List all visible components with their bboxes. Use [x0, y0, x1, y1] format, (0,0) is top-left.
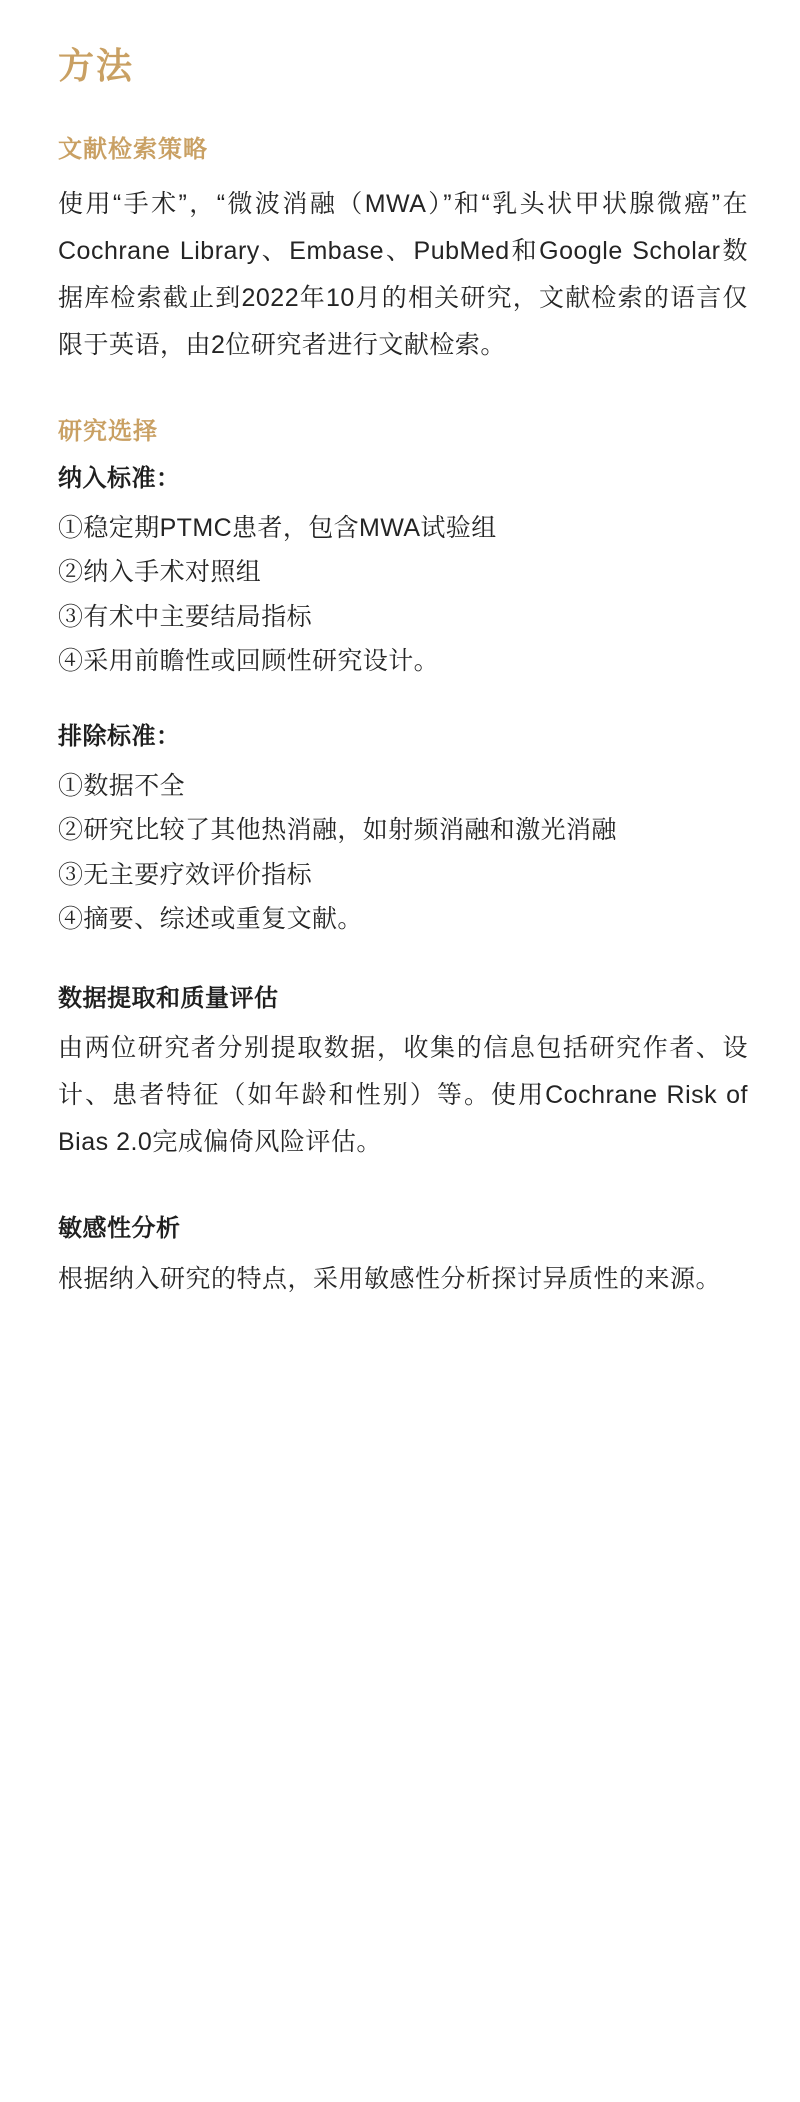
subsection-data-extraction — [58, 982, 748, 1167]
spacer — [58, 702, 748, 720]
page-title: 方法 — [58, 45, 135, 86]
inclusion-criteria-list — [58, 506, 748, 684]
subsection-paragraph-search-strategy: 使用“手术”，“微波消融（MWA）”和“乳头状甲状腺微癌”在Cochrane Library、Embase、PubMed和Google Scholar数据库检索截止到2022年10月的相关研究，文献检索的语言仅限于英语，由2位研究者进行文献检索。 — [58, 189, 748, 359]
exclusion-criteria-list — [58, 764, 748, 942]
list-item: ④采用前瞻性或回顾性研究设计。 — [58, 647, 440, 676]
list-item: ②研究比较了其他热消融，如射频消融和激光消融 — [58, 816, 617, 845]
subsection-heading-data-extraction: 数据提取和质量评估 — [58, 984, 279, 1012]
subsection-search-strategy — [58, 133, 748, 369]
subsection-paragraph-data-extraction: 由两位研究者分别提取数据，收集的信息包括研究作者、设计、患者特征（如年龄和性别）等。使用Cochrane Risk of Bias 2.0完成偏倚风险评估。 — [58, 1034, 748, 1157]
list-item: ③无主要疗效评价指标 — [58, 860, 313, 889]
subsection-sensitivity-analysis — [58, 1212, 748, 1303]
subsection-heading-study-selection: 研究选择 — [58, 417, 158, 445]
subsection-study-selection — [58, 415, 748, 942]
subsection-heading-sensitivity-analysis: 敏感性分析 — [58, 1215, 181, 1243]
list-item: ④摘要、综述或重复文献。 — [58, 905, 363, 934]
inclusion-criteria-label: 纳入标准： — [58, 465, 181, 493]
subsection-heading-search-strategy: 文献检索策略 — [58, 136, 208, 164]
list-item: ②纳入手术对照组 — [58, 558, 262, 587]
subsection-paragraph-sensitivity-analysis: 根据纳入研究的特点，采用敏感性分析探讨异质性的来源。 — [58, 1264, 722, 1293]
list-item: ③有术中主要结局指标 — [58, 602, 313, 631]
exclusion-criteria-label: 排除标准： — [58, 722, 181, 750]
list-item: ①稳定期PTMC患者，包含MWA试验组 — [58, 513, 497, 542]
spacer — [58, 684, 748, 702]
list-item: ①数据不全 — [58, 771, 186, 800]
